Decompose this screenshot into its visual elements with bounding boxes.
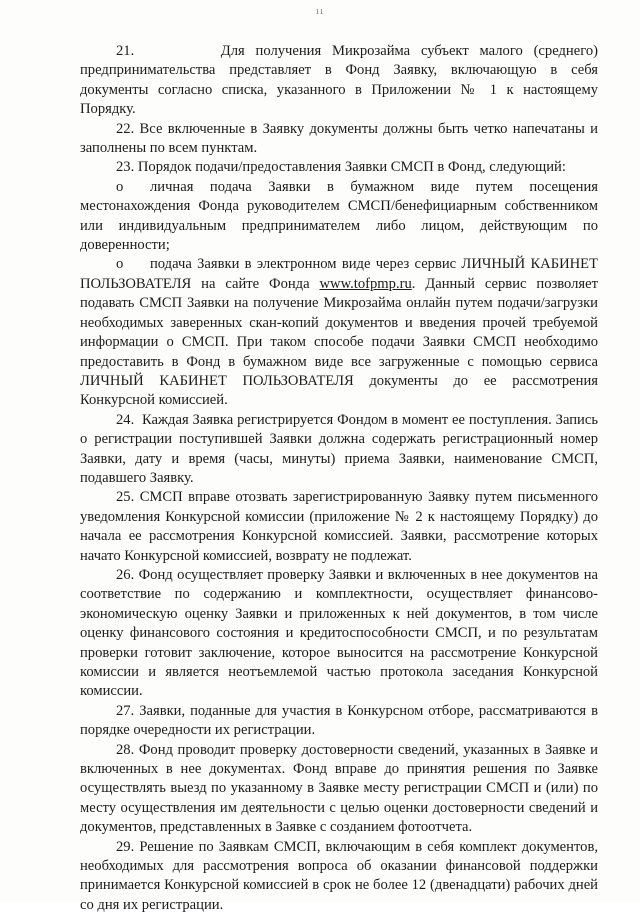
bullet-marker: o — [116, 256, 124, 273]
paragraph-24: 24. Каждая Заявка регистрируется Фондом в момент ее поступления. Запись о регистрации поступившей Заявки должна содержать регистрационный номер Заявки, дату и время (часы, минуты) приема Заявки, наименование СМСП, подавшего Заявку. — [80, 411, 598, 486]
bullet-item-electronic-submission — [80, 255, 598, 410]
paragraph-29: 29. Решение по Заявкам СМСП, включающим в себя комплект документов, необходимых для рассмотрения вопроса об оказании финансовой поддержки принимается Конкурсной комиссией в срок не более 12 (двенадцати) рабочих дней со дня их регистрации. — [80, 838, 598, 913]
page-number: 11 — [315, 8, 325, 16]
bullet-item-personal-submission — [80, 178, 598, 256]
document-body — [80, 42, 598, 915]
website-link[interactable]: www.tofpmp.ru — [319, 275, 412, 292]
paragraph-27: 27. Заявки, поданные для участия в Конкурсном отборе, рассматриваются в порядке очередности их регистрации. — [80, 702, 598, 739]
bullet-marker: o — [116, 178, 124, 195]
bullet-text-continued: . Данный сервис позволяет подавать СМСП Заявки на получение Микрозайма онлайн путем подачи/загрузки необходимых заверенных скан-копий документов и введения прочей требуемой информации о СМСП. При таком способе подачи Заявки СМСП необходимо предоставить в Фонд в бумажном виде все загруженные с помощью сервиса ЛИЧНЫЙ КАБИНЕТ ПОЛЬЗОВАТЕЛЯ документы до ее рассмотрения Конкурсной комиссией. — [80, 275, 598, 409]
paragraph-26: 26. Фонд осуществляет проверку Заявки и включенных в нее документов на соответствие по содержанию и комплектности, осуществляет финансово-экономическую оценку Заявки и приложенных к ней документов, в том числе оценку финансового состояния и кредитоспособности СМСП, и по результатам проверки готовит заключение, которое выносится на рассмотрение Конкурсной комиссии и является неотъемлемой частью протокола заседания Конкурсной комиссии. — [80, 566, 598, 700]
bullet-text: подача Заявки в электронном виде через сервис ЛИЧНЫЙ КАБИНЕТ ПОЛЬЗОВАТЕЛЯ на сайте Фонда — [80, 256, 598, 292]
paragraph-23: 23. Порядок подачи/предоставления Заявки СМСП в Фонд, следующий: — [116, 159, 566, 176]
paragraph-21: 21. Для получения Микрозайма субъект малого (среднего) предпринимательства представляет в Фонд Заявку, включающую в себя документы согласно списка, указанного в Приложении № 1 к настоящему Порядку. — [80, 43, 598, 118]
bullet-text: личная подача Заявки в бумажном виде путем посещения местонахождения Фонда руководителем СМСП/бенефициарным собственником или индивидуальным предпринимателем либо лицом, действующим по доверенности; — [80, 178, 598, 254]
paragraph-28: 28. Фонд проводит проверку достоверности сведений, указанных в Заявке и включенных в нее документах. Фонд вправе до принятия решения по Заявке осуществлять выезд по указанному в Заявке месту регистрации СМСП и (или) по месту осуществления им деятельности с целью оценки достоверности сведений и документов, представленных в Заявке с созданием фотоотчета. — [80, 741, 598, 836]
paragraph-22: 22. Все включенные в Заявку документы должны быть четко напечатаны и заполнены по всем пунктам. — [80, 120, 598, 157]
paragraph-25: 25. СМСП вправе отозвать зарегистрированную Заявку путем письменного уведомления Конкурсной комиссии (приложение № 2 к настоящему Порядку) до начала ее рассмотрения Конкурсной комиссией. Заявки, рассмотрение которых начато Конкурсной комиссией, возврату не подлежат. — [80, 489, 598, 564]
